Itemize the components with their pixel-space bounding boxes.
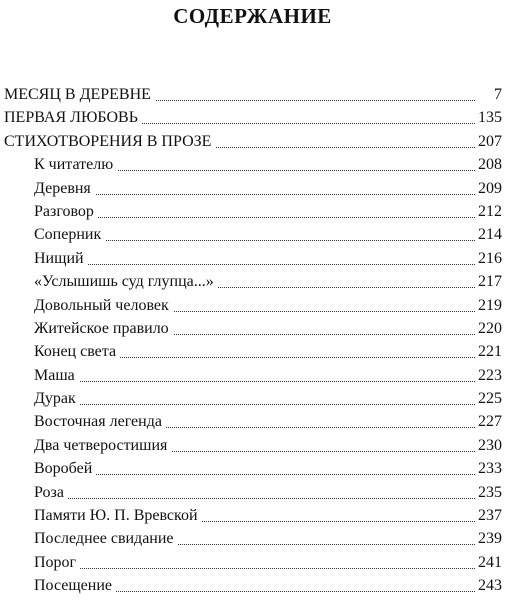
toc-entry bbox=[0, 527, 505, 550]
toc-page-number: 208 bbox=[475, 153, 502, 176]
toc-page-number: 214 bbox=[475, 223, 502, 246]
toc-entry-title: Памяти Ю. П. Вревской bbox=[34, 504, 202, 527]
dot-leader bbox=[60, 214, 475, 218]
toc-page-number: 233 bbox=[475, 457, 502, 480]
toc-entry-title: Последнее свидание bbox=[34, 527, 178, 550]
dot-leader bbox=[60, 471, 475, 475]
dot-leader bbox=[60, 261, 475, 265]
toc-entry bbox=[0, 340, 505, 363]
toc-page-number: 230 bbox=[475, 434, 502, 457]
toc-page-number: 243 bbox=[475, 574, 502, 597]
toc-page-number: 227 bbox=[475, 410, 502, 433]
toc-page-number: 209 bbox=[475, 177, 502, 200]
toc-entry bbox=[0, 294, 505, 317]
toc-page-number: 241 bbox=[475, 551, 502, 574]
toc-entry bbox=[0, 177, 505, 200]
toc-entry-title: МЕСЯЦ В ДЕРЕВНЕ bbox=[4, 83, 155, 106]
toc-page-number: 219 bbox=[475, 294, 502, 317]
table-of-contents bbox=[0, 83, 505, 598]
dot-leader bbox=[60, 167, 475, 171]
toc-entry bbox=[0, 504, 505, 527]
toc-entry-title: ПЕРВАЯ ЛЮБОВЬ bbox=[4, 106, 142, 129]
toc-page-number: 239 bbox=[475, 527, 502, 550]
toc-entry bbox=[0, 551, 505, 574]
toc-page-number: 221 bbox=[475, 340, 502, 363]
toc-section-entry bbox=[0, 130, 505, 153]
toc-entry-title: Соперник bbox=[34, 223, 105, 246]
dot-leader bbox=[60, 191, 475, 195]
toc-entry bbox=[0, 223, 505, 246]
toc-entry-title: К читателю bbox=[34, 153, 117, 176]
toc-entry-title: Разговор bbox=[34, 200, 98, 223]
toc-page-number: 212 bbox=[475, 200, 502, 223]
page-title: СОДЕРЖАНИЕ bbox=[173, 4, 332, 28]
toc-entry-title: Конец света bbox=[34, 340, 120, 363]
toc-entry bbox=[0, 387, 505, 410]
toc-entry-title: Восточная легенда bbox=[34, 410, 166, 433]
toc-page-number: 235 bbox=[475, 481, 502, 504]
toc-page-number: 225 bbox=[475, 387, 502, 410]
toc-page-number: 223 bbox=[475, 364, 502, 387]
toc-entry-title: Дурак bbox=[34, 387, 80, 410]
dot-leader bbox=[60, 588, 475, 592]
toc-entry bbox=[0, 434, 505, 457]
toc-entry-title: Житейское правило bbox=[34, 317, 173, 340]
toc-section-entry bbox=[0, 106, 505, 129]
dot-leader bbox=[60, 401, 475, 405]
toc-entry bbox=[0, 457, 505, 480]
toc-entry bbox=[0, 481, 505, 504]
toc-page-number: 216 bbox=[475, 247, 502, 270]
toc-entry-title: Нищий bbox=[34, 247, 88, 270]
toc-page-number: 7 bbox=[491, 83, 502, 106]
toc-entry bbox=[0, 317, 505, 340]
toc-entry bbox=[0, 364, 505, 387]
dot-leader bbox=[60, 237, 475, 241]
toc-page-number: 237 bbox=[475, 504, 502, 527]
toc-section-entry bbox=[0, 83, 505, 106]
toc-entry bbox=[0, 270, 505, 293]
toc-entry-title: Довольный человек bbox=[34, 294, 173, 317]
toc-entry bbox=[0, 410, 505, 433]
toc-entry-title: «Услышишь суд глупца...» bbox=[34, 270, 218, 293]
toc-entry bbox=[0, 247, 505, 270]
toc-entry-title: СТИХОТВОРЕНИЯ В ПРОЗЕ bbox=[4, 130, 215, 153]
toc-entry bbox=[0, 574, 505, 597]
toc-entry-title: Роза bbox=[34, 481, 68, 504]
toc-entry-title: Воробей bbox=[34, 457, 96, 480]
toc-page-number: 220 bbox=[475, 317, 502, 340]
dot-leader bbox=[60, 495, 475, 499]
toc-entry-title: Посещение bbox=[34, 574, 116, 597]
toc-page-number: 207 bbox=[475, 130, 502, 153]
dot-leader bbox=[60, 354, 475, 358]
toc-page-number: 217 bbox=[475, 270, 502, 293]
toc-entry bbox=[0, 153, 505, 176]
toc-page-number: 135 bbox=[475, 106, 502, 129]
toc-entry-title: Порог bbox=[34, 551, 80, 574]
dot-leader bbox=[60, 565, 475, 569]
dot-leader bbox=[60, 378, 475, 382]
toc-entry-title: Два четверостишия bbox=[34, 434, 171, 457]
toc-entry bbox=[0, 200, 505, 223]
toc-entry-title: Маша bbox=[34, 364, 79, 387]
toc-entry-title: Деревня bbox=[34, 177, 95, 200]
